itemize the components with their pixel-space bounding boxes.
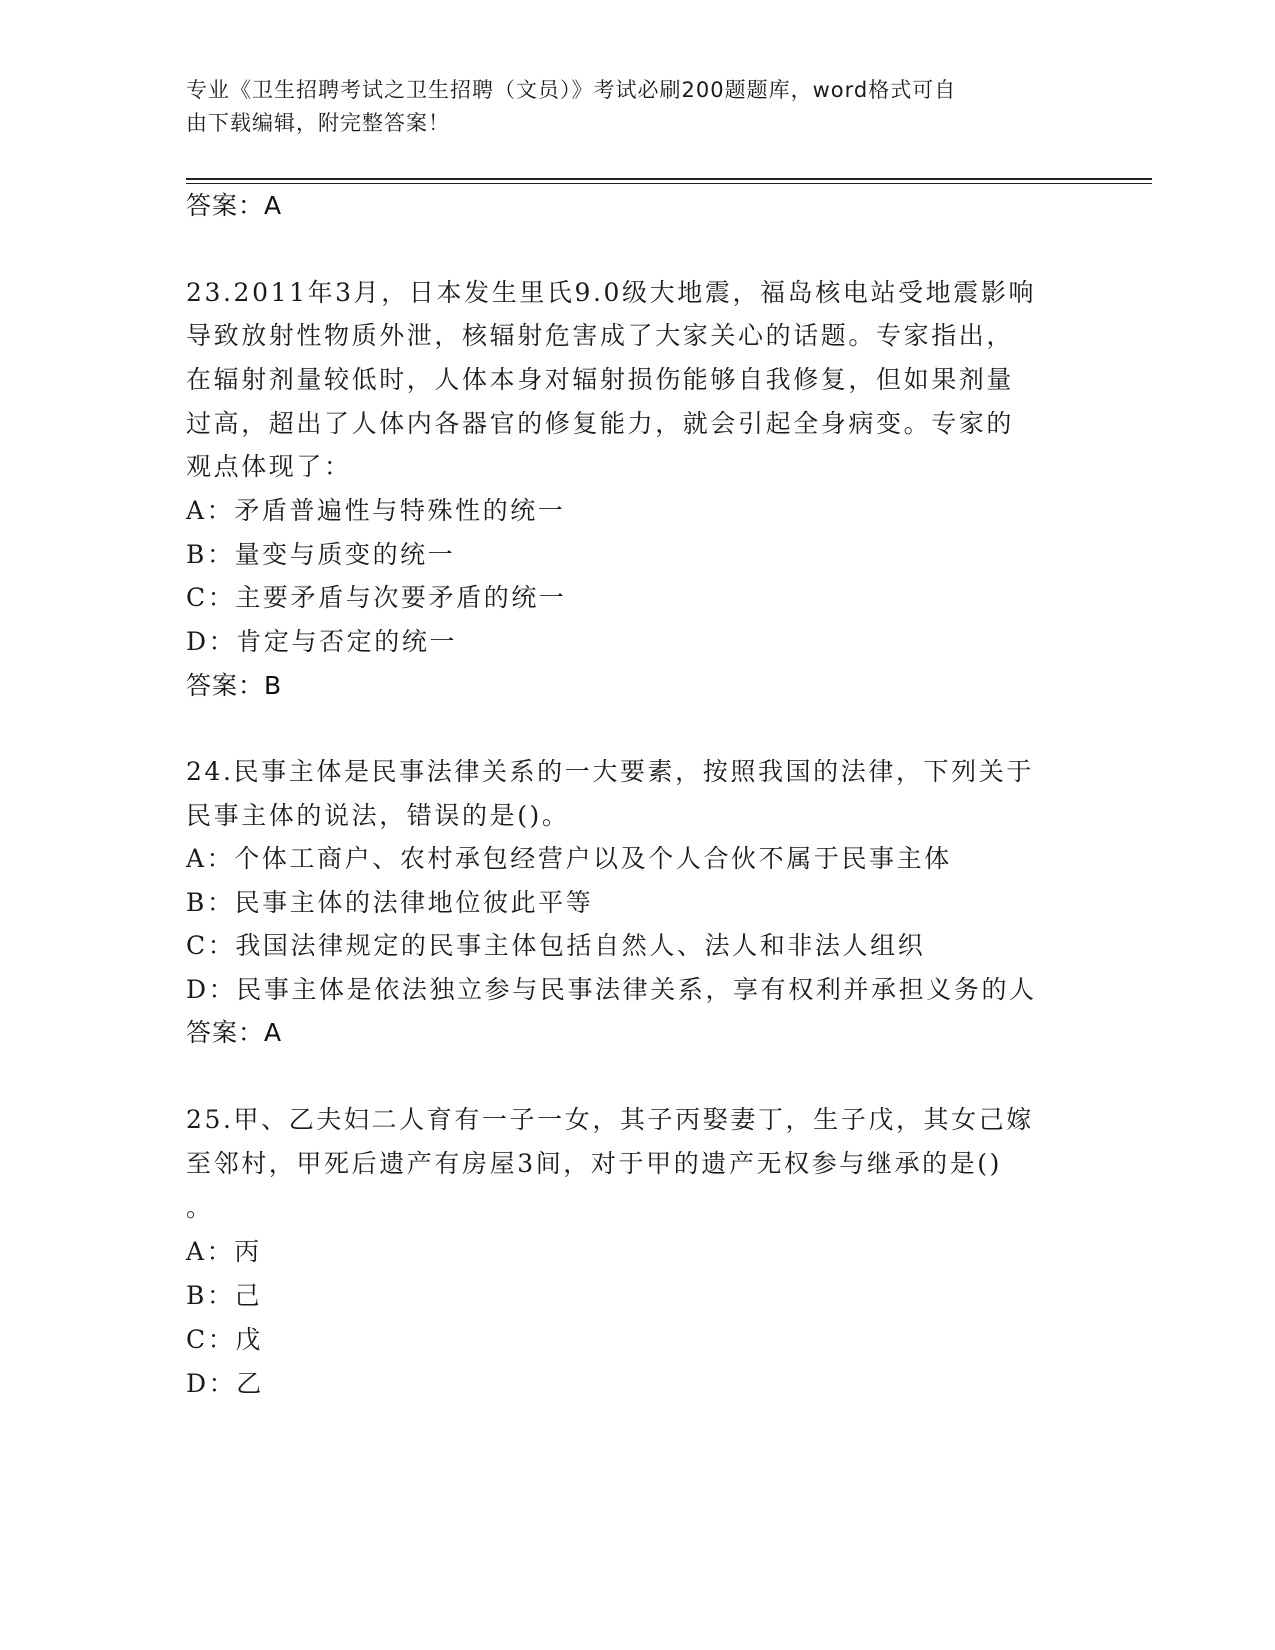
question-25-option-d: D：乙 [186,1369,264,1398]
question-24-option-d: D：民事主体是依法独立参与民事法律关系，享有权利并承担义务的人 [186,975,1037,1004]
header-divider-thin [186,183,1152,184]
header-divider-thick [186,178,1152,180]
question-25-option-a: A：丙 [186,1237,262,1266]
question-23-text-line-2: 导致放射性物质外泄，核辐射危害成了大家关心的话题。专家指出， [186,321,1015,350]
question-25-option-c: C：戊 [186,1325,263,1354]
question-23-text-line-3: 在辐射剂量较低时，人体本身对辐射损伤能够自我修复，但如果剂量 [186,365,1015,394]
question-24-answer: 答案：A [186,1018,283,1047]
header-line-1: 专业《卫生招聘考试之卫生招聘（文员）》考试必刷200题题库，word格式可自 [186,78,957,102]
header-line-2: 由下载编辑，附完整答案！ [186,111,450,135]
question-24-text-line-1: 24.民事主体是民事法律关系的一大要素，按照我国的法律，下列关于 [186,757,1034,786]
answer-previous: 答案：A [186,191,283,220]
question-24-option-b: B：民事主体的法律地位彼此平等 [186,888,594,917]
question-25-option-b: B：己 [186,1281,263,1310]
question-23-text-line-1: 23.2011年3月，日本发生里氏9.0级大地震，福岛核电站受地震影响 [186,278,1037,307]
question-23-option-a: A：矛盾普遍性与特殊性的统一 [186,496,566,525]
question-24-option-c: C：我国法律规定的民事主体包括自然人、法人和非法人组织 [186,931,926,960]
question-23-option-b: B：量变与质变的统一 [186,540,456,569]
question-23-text-line-5: 观点体现了： [186,452,352,481]
question-25-text-line-1: 25.甲、乙夫妇二人育有一子一女，其子丙娶妻丁，生子戊，其女己嫁 [186,1105,1034,1134]
question-24-option-a: A：个体工商户、农村承包经营户以及个人合伙不属于民事主体 [186,844,952,873]
question-23-option-c: C：主要矛盾与次要矛盾的统一 [186,583,567,612]
document-header [186,74,1066,140]
question-25-text-line-2: 至邻村，甲死后遗产有房屋3间，对于甲的遗产无权参与继承的是() [186,1149,1003,1178]
question-23-option-d: D：肯定与否定的统一 [186,627,458,656]
question-24-text-line-2: 民事主体的说法，错误的是()。 [186,801,570,830]
question-23-text-line-4: 过高，超出了人体内各器官的修复能力，就会引起全身病变。专家的 [186,409,1015,438]
question-23-answer: 答案：B [186,671,283,700]
question-25-text-line-3: 。 [186,1193,214,1222]
